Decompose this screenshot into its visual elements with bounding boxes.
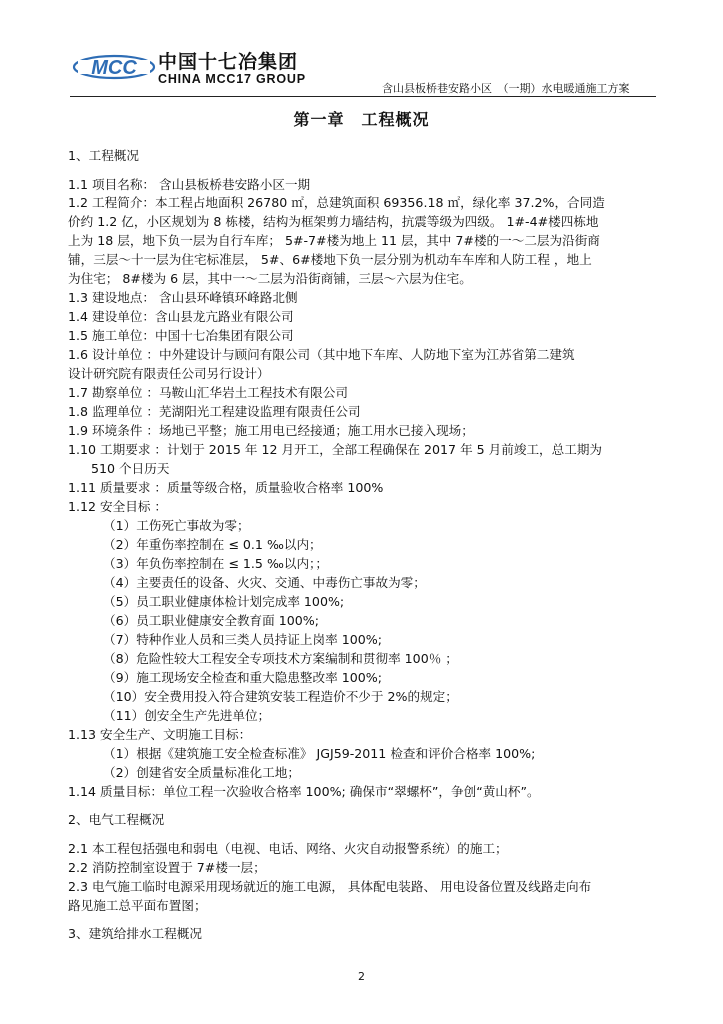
list-item: （4）主要责任的设备、火灾、交通、中毒伤亡事故为零； <box>103 575 426 590</box>
text-line: 1.6 设计单位 ：中外建设计与顾问有限公司（其中地下车库、人防地下室为江苏省第二建筑 <box>68 347 575 362</box>
text-line: 1.13 安全生产、文明施工目标： <box>68 727 252 742</box>
list-item: （5）员工职业健康体检计划完成率 100%; <box>103 594 345 609</box>
text-line: 1.5 施工单位：中国十七冶集团有限公司 <box>68 328 294 343</box>
chapter-title: 第一章 工程概况 <box>293 110 430 129</box>
company-name-cn: 中国十七冶集团 <box>158 51 299 73</box>
text-line: 510 个日历天 <box>91 461 170 476</box>
logo-text: MCC <box>91 57 137 79</box>
text-line: 1.10 工期要求 ：计划于 2015 年 12 月开工，全部工程确保在 2017 年 5 月前竣工，总工期为 <box>68 442 603 457</box>
list-item: （10）安全费用投入符合建筑安装工程造价不少于 2%的规定； <box>103 689 458 704</box>
text-line: 铺，三层～十一层为住宅标准层， 5#、6#楼地下负一层分别为机动车车库和人防工程 ，地上 <box>68 252 592 267</box>
page-number: 2 <box>358 970 365 983</box>
text-line: 1.11 质量要求 ：质量等级合格，质量验收合格率 100% <box>68 480 384 495</box>
document-header-title: 含山县板桥巷安路小区 （一期）水电暖通施工方案 <box>382 82 630 95</box>
header-divider <box>70 96 656 97</box>
text-line: 1.7 勘察单位 ：马鞍山汇华岩土工程技术有限公司 <box>68 385 348 400</box>
text-line: 2.1 本工程包括强电和弱电（电视、电话、网络、火灾自动报警系统）的施工； <box>68 841 508 856</box>
text-line: 1.9 环境条件 ：场地已平整；施工用电已经接通；施工用水已接入现场； <box>68 423 474 438</box>
text-line: 1.12 安全目标 ： <box>68 499 168 514</box>
section-heading: 2、电气工程概况 <box>68 812 165 827</box>
text-line: 上为 18 层，地下负一层为自行车库； 5#-7#楼为地上 11 层，其中 7#楼的一～二层为沿街商 <box>68 233 600 248</box>
text-line: 设计研究院有限责任公司另行设计） <box>68 366 270 381</box>
text-line: 1.2 工程简介：本工程占地面积 26780 ㎡，总建筑面积 69356.18 ㎡，绿化率 37.2%，合同造 <box>68 195 605 210</box>
text-line: 路见施工总平面布置图； <box>68 898 207 913</box>
mcc-logo <box>72 46 156 88</box>
list-item: （1）根据《建筑施工安全检查标准》 JGJ59-2011 检查和评价合格率 100%; <box>103 746 536 761</box>
list-item: （3）年负伤率控制在 ≤ 1.5 ‰以内；； <box>103 556 328 571</box>
text-line: 为住宅； 8#楼为 6 层，其中一～二层为沿街商铺，三层～六层为住宅。 <box>68 271 472 286</box>
text-line: 1.4 建设单位：含山县龙亢路业有限公司 <box>68 309 294 324</box>
text-line: 1.8 监理单位 ：芜湖阳光工程建设监理有限责任公司 <box>68 404 361 419</box>
list-item: （8）危险性较大工程安全专项技术方案编制和贯彻率 100％ ； <box>103 651 458 666</box>
text-line: 1.1 项目名称： 含山县板桥巷安路小区一期 <box>68 177 311 192</box>
text-line: 2.2 消防控制室设置于 7#楼一层； <box>68 860 266 875</box>
list-item: （6）员工职业健康安全教育面 100%; <box>103 613 319 628</box>
section-heading: 1、工程概况 <box>68 148 139 163</box>
text-line: 1.3 建设地点： 含山县环峰镇环峰路北侧 <box>68 290 298 305</box>
list-item: （9）施工现场安全检查和重大隐患整改率 100%; <box>103 670 382 685</box>
text-line: 2.3 电气施工临时电源采用现场就近的施工电源， 具体配电装路、 用电设备位置及线路走向布 <box>68 879 592 894</box>
list-item: （2）年重伤率控制在 ≤ 0.1 ‰以内； <box>103 537 322 552</box>
company-name-en: CHINA MCC17 GROUP <box>158 72 306 86</box>
list-item: （1）工伤死亡事故为零； <box>103 518 250 533</box>
list-item: （11）创安全生产先进单位； <box>103 708 271 723</box>
text-line: 价约 1.2 亿，小区规划为 8 栋楼，结构为框架剪力墙结构，抗震等级为四级。 1#-4#楼四栋地 <box>68 214 599 229</box>
list-item: （7）特种作业人员和三类人员持证上岗率 100%; <box>103 632 382 647</box>
list-item: （2）创建省安全质量标准化工地； <box>103 765 300 780</box>
section-heading: 3、建筑给排水工程概况 <box>68 926 202 941</box>
text-line: 1.14 质量目标：单位工程一次验收合格率 100%; 确保市“翠螺杯”，争创“黄山杯”。 <box>68 784 540 799</box>
